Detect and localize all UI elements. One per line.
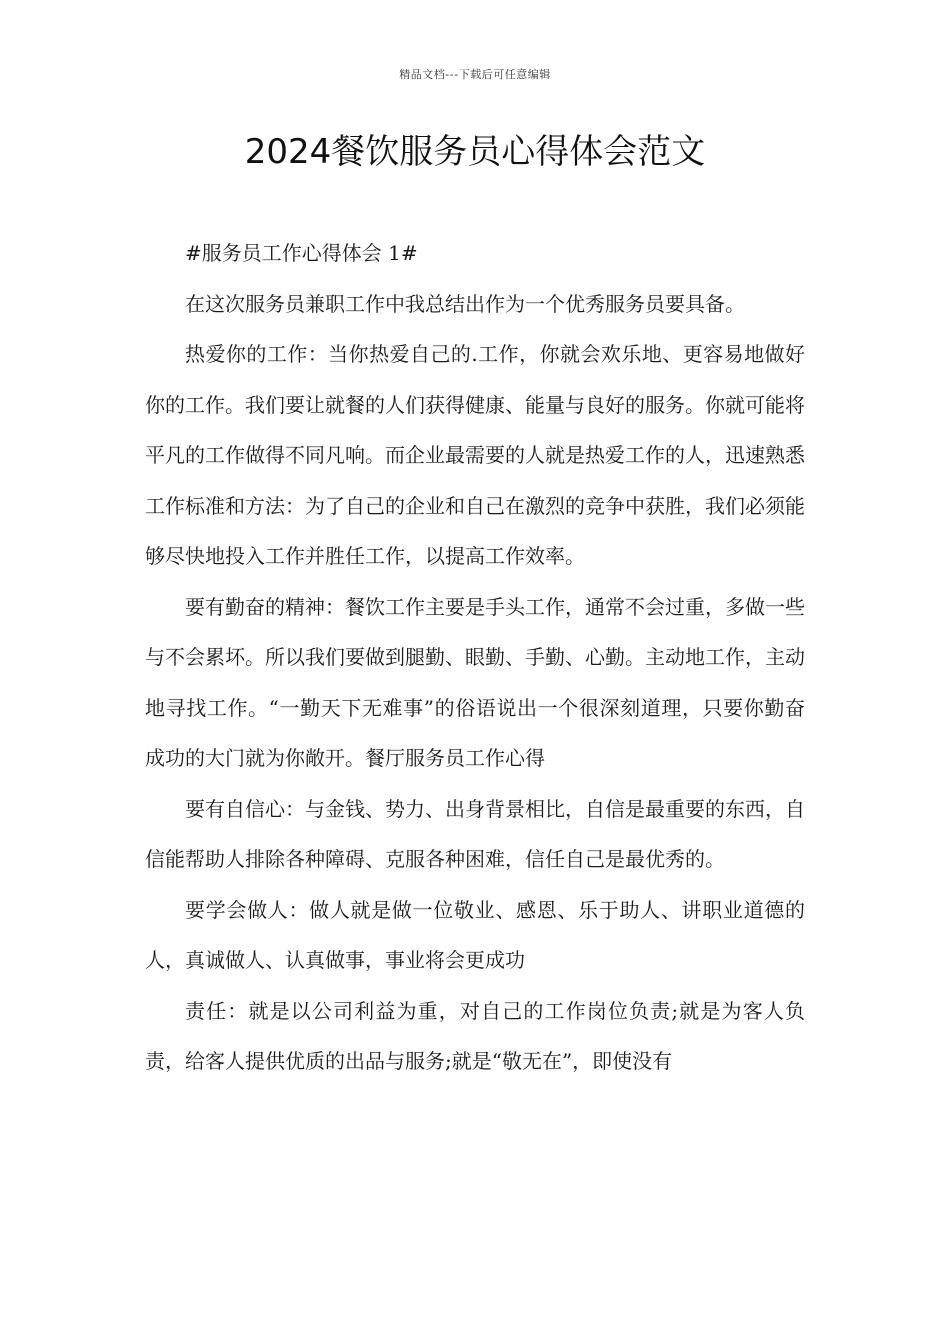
paragraph-section-heading: #服务员工作心得体会 1# bbox=[185, 241, 418, 265]
paragraph-intro: 在这次服务员兼职工作中我总结出作为一个优秀服务员要具备。 bbox=[185, 291, 745, 316]
paragraph-diligence: 要有勤奋的精神：餐饮工作主要是手头工作，通常不会过重，多做一些与不会累坏。所以我们要做到腿勤、眼勤、手勤、心勤。主动地工作，主动地寻找工作。“一勤天下无难事”的俗语说出一个很深刻道理，只要你勤奋成功的大门就为你敞开。餐厅服务员工作心得 bbox=[145, 594, 805, 770]
header-note: 精品文档---下载后可任意编辑 bbox=[399, 68, 551, 81]
paragraph-be-a-good-person: 要学会做人：做人就是做一位敬业、感恩、乐于助人、讲职业道德的人，真诚做人、认真做事，事业将会更成功 bbox=[145, 897, 805, 972]
document-body bbox=[145, 228, 805, 1087]
paragraph-responsibility: 责任：就是以公司利益为重，对自己的工作岗位负责;就是为客人负责，给客人提供优质的出品与服务;就是“敬无在”，即使没有 bbox=[145, 998, 805, 1073]
paragraph-confidence: 要有自信心：与金钱、势力、出身背景相比，自信是最重要的东西，自信能帮助人排除各种障碍、克服各种困难，信任自己是最优秀的。 bbox=[145, 796, 805, 871]
paragraph-love-work: 热爱你的工作：当你热爱自己的.工作，你就会欢乐地、更容易地做好你的工作。我们要让就餐的人们获得健康、能量与良好的服务。你就可能将平凡的工作做得不同凡响。而企业最需要的人就是热爱工作的人，迅速熟悉工作标准和方法：为了自己的企业和自己在激烈的竞争中获胜，我们必须能够尽快地投入工作并胜任工作，以提高工作效率。 bbox=[145, 342, 805, 568]
document-title: 2024餐饮服务员心得体会范文 bbox=[244, 132, 706, 172]
